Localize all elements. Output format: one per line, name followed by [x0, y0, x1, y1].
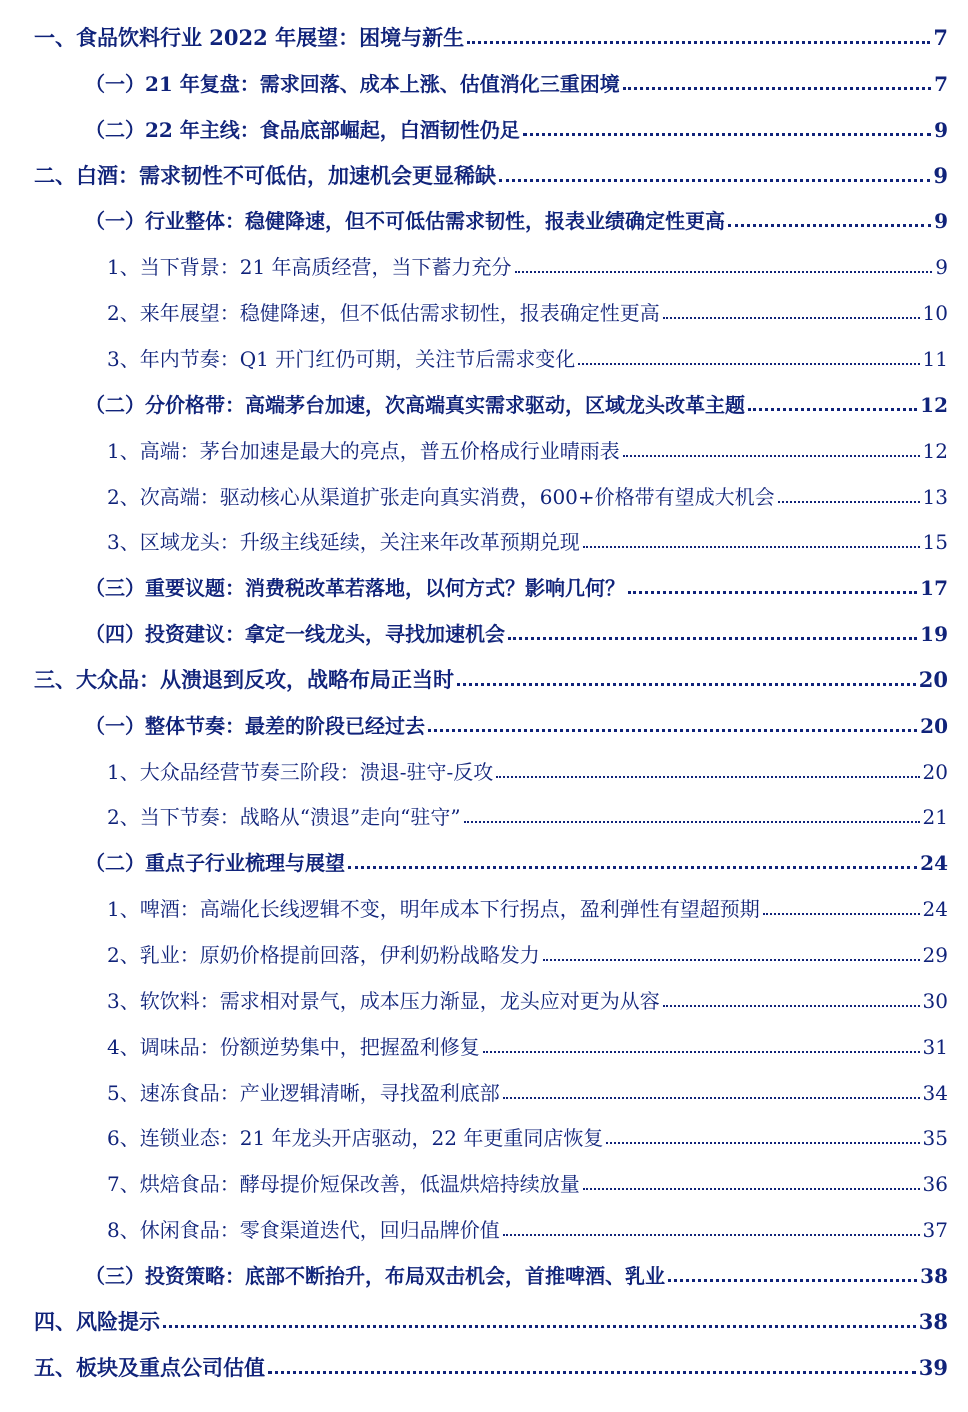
toc-entry-title: 一、食品饮料行业 2022 年展望：困境与新生: [34, 25, 465, 50]
dot-leader: [623, 455, 920, 457]
toc-entry-title: 1、当下背景：21 年高质经营，当下蓄力充分: [107, 255, 512, 280]
toc-entry-level-3[interactable]: [107, 1067, 948, 1103]
toc-entry-level-3[interactable]: [107, 883, 948, 922]
toc-entry-page-number: 34: [922, 1080, 948, 1105]
toc-entry-title: 1、啤酒：高端化长线逻辑不变，明年成本下行拐点，盈利弹性有望超预期: [107, 897, 760, 922]
toc-entry-page-number: 20: [920, 713, 948, 738]
toc-entry-page-number: 30: [922, 988, 948, 1013]
toc-entry-level-2[interactable]: [85, 608, 948, 647]
toc-entry-title: 3、年内节奏：Q1 开门红仍可期，关注节后需求变化: [107, 346, 576, 371]
dot-leader: [428, 729, 917, 732]
toc-entry-level-3[interactable]: [107, 1204, 948, 1243]
toc-entry-level-2[interactable]: [85, 837, 948, 876]
toc-entry-title: 四、风险提示: [34, 1308, 160, 1334]
toc-entry-level-3[interactable]: [107, 516, 948, 555]
toc-entry-title: 2、当下节奏：战略从“溃退”走向“驻守”: [107, 805, 461, 830]
toc-entry-title: 三、大众品：从溃退到反攻，战略布局正当时: [34, 666, 454, 692]
toc-entry-title: 4、调味品：份额逆势集中，把握盈利修复: [107, 1034, 480, 1059]
toc-entry-title: （二）重点子行业梳理与展望: [85, 851, 345, 876]
toc-entry-level-2[interactable]: [85, 104, 948, 140]
toc-entry-title: 2、次高端：驱动核心从渠道扩张走向真实消费，600+价格带有望成大机会: [107, 484, 775, 509]
toc-entry-title: 8、休闲食品：零食渠道迭代，回归品牌价值: [107, 1218, 500, 1243]
dot-leader: [748, 408, 917, 411]
toc-entry-page-number: 7: [933, 25, 948, 50]
dot-leader: [583, 546, 920, 548]
toc-entry-page-number: 10: [922, 301, 948, 326]
toc-entry-level-3[interactable]: [107, 791, 948, 830]
toc-entry-title: 5、速冻食品：产业逻辑清晰，寻找盈利底部: [107, 1080, 500, 1105]
dot-leader: [583, 1188, 920, 1190]
toc-entry-title: 3、软饮料：需求相对景气，成本压力渐显，龙头应对更为从容: [107, 988, 660, 1013]
dot-leader: [503, 1097, 920, 1099]
dot-leader: [467, 41, 930, 44]
toc-entry-page-number: 11: [922, 346, 948, 371]
toc-entry-page-number: 9: [935, 255, 948, 280]
dot-leader: [268, 1371, 916, 1374]
toc-entry-level-2[interactable]: [85, 700, 948, 736]
toc-entry-title: 五、板块及重点公司估值: [34, 1354, 265, 1380]
toc-entry-page-number: 39: [918, 1354, 948, 1380]
toc-entry-page-number: 9: [934, 117, 948, 142]
dot-leader: [623, 87, 931, 90]
toc-entry-title: （一）行业整体：稳健降速，但不可低估需求韧性，报表业绩确定性更高: [85, 209, 725, 234]
toc-entry-level-3[interactable]: [107, 746, 948, 782]
dot-leader: [778, 501, 920, 503]
toc-entry-page-number: 21: [922, 805, 948, 830]
toc-entry-level-2[interactable]: [85, 562, 948, 601]
toc-entry-title: （四）投资建议：拿定一线龙头，寻找加速机会: [85, 622, 505, 647]
dot-leader: [499, 179, 930, 182]
dot-leader: [668, 1279, 917, 1282]
toc-entry-level-3[interactable]: [107, 287, 948, 326]
toc-entry-page-number: 9: [934, 209, 948, 234]
toc-entry-page-number: 37: [922, 1218, 948, 1243]
dot-leader: [628, 591, 917, 594]
dot-leader: [728, 224, 931, 227]
toc-entry-title: 1、高端：茅台加速是最大的亮点，普五价格成行业晴雨表: [107, 438, 620, 463]
toc-entry-page-number: 24: [922, 897, 948, 922]
dot-leader: [663, 1005, 920, 1007]
toc-entry-level-3[interactable]: [107, 241, 948, 280]
dot-leader: [348, 866, 917, 869]
dot-leader: [508, 637, 917, 640]
dot-leader: [523, 133, 931, 136]
toc-entry-page-number: 12: [920, 392, 948, 417]
dot-leader: [543, 959, 920, 961]
dot-leader: [464, 821, 920, 823]
toc-entry-level-1[interactable]: [34, 12, 948, 48]
dot-leader: [663, 317, 920, 319]
toc-entry-page-number: 38: [920, 1263, 948, 1288]
toc-entry-title: （三）重要议题：消费税改革若落地，以何方式？影响几何？: [85, 576, 625, 601]
toc-entry-title: （一）21 年复盘：需求回落、成本上涨、估值消化三重困境: [85, 71, 620, 96]
toc-entry-level-3[interactable]: [107, 471, 948, 507]
toc-entry-level-1[interactable]: [34, 1342, 948, 1378]
toc-entry-title: 6、连锁业态：21 年龙头开店驱动，22 年更重同店恢复: [107, 1126, 604, 1151]
toc-entry-level-1[interactable]: [34, 1296, 948, 1332]
toc-entry-title: 2、来年展望：稳健降速，但不低估需求韧性，报表确定性更高: [107, 301, 660, 326]
toc-entry-page-number: 20: [922, 759, 948, 784]
dot-leader: [578, 363, 919, 365]
toc-entry-page-number: 17: [920, 576, 948, 601]
toc-entry-page-number: 7: [934, 71, 948, 96]
toc-entry-title: （一）整体节奏：最差的阶段已经过去: [85, 713, 425, 738]
toc-entry-level-3[interactable]: [107, 333, 948, 369]
dot-leader: [483, 1051, 920, 1053]
toc-entry-level-3[interactable]: [107, 1021, 948, 1057]
toc-entry-level-2[interactable]: [85, 379, 948, 415]
toc-entry-title: 1、大众品经营节奏三阶段：溃退-驻守-反攻: [107, 759, 494, 784]
toc-entry-title: （二）22 年主线：食品底部崛起，白酒韧性仍足: [85, 117, 520, 142]
toc-entry-page-number: 38: [918, 1308, 948, 1334]
toc-entry-title: 2、乳业：原奶价格提前回落，伊利奶粉战略发力: [107, 943, 540, 967]
toc-entry-level-3[interactable]: [107, 1158, 948, 1197]
toc-entry-page-number: 20: [918, 666, 948, 692]
toc-entry-page-number: 9: [933, 162, 948, 188]
toc-entry-page-number: 15: [922, 530, 948, 555]
toc-entry-page-number: 12: [922, 438, 948, 463]
dot-leader: [163, 1325, 916, 1328]
toc-entry-page-number: 36: [922, 1172, 948, 1197]
toc-entry-title: （二）分价格带：高端茅台加速，次高端真实需求驱动，区域龙头改革主题: [85, 392, 745, 417]
dot-leader: [606, 1142, 919, 1144]
toc-entry-page-number: 19: [920, 622, 948, 647]
toc-entry-page-number: 13: [922, 484, 948, 509]
toc-entry-level-2[interactable]: [85, 195, 948, 234]
dot-leader: [457, 683, 916, 686]
toc-entry-title: 二、白酒：需求韧性不可低估，加速机会更显稀缺: [34, 162, 496, 188]
dot-leader: [503, 1234, 920, 1236]
dot-leader: [515, 271, 933, 273]
toc-entry-title: 3、区域龙头：升级主线延续，关注来年改革预期兑现: [107, 530, 580, 555]
toc-entry-page-number: 29: [922, 943, 948, 967]
dot-leader: [496, 776, 919, 778]
toc-entry-page-number: 35: [922, 1126, 948, 1151]
toc-entry-level-2[interactable]: [85, 58, 948, 94]
toc-entry-level-2[interactable]: [85, 1250, 948, 1286]
toc-entry-level-3[interactable]: [107, 975, 948, 1011]
toc-entry-title: （三）投资策略：底部不断抬升，布局双击机会，首推啤酒、乳业: [85, 1263, 665, 1288]
toc-entry-level-1[interactable]: [34, 654, 948, 690]
toc-entry-page-number: 31: [922, 1034, 948, 1059]
toc-entry-level-1[interactable]: [34, 150, 948, 186]
toc-entry-level-3[interactable]: [107, 929, 948, 965]
toc-entry-page-number: 24: [920, 851, 948, 876]
toc-entry-level-3[interactable]: [107, 1112, 948, 1151]
toc-entry-level-3[interactable]: [107, 425, 948, 461]
dot-leader: [763, 913, 920, 915]
toc-entry-title: 7、烘焙食品：酵母提价短保改善，低温烘焙持续放量: [107, 1172, 580, 1197]
